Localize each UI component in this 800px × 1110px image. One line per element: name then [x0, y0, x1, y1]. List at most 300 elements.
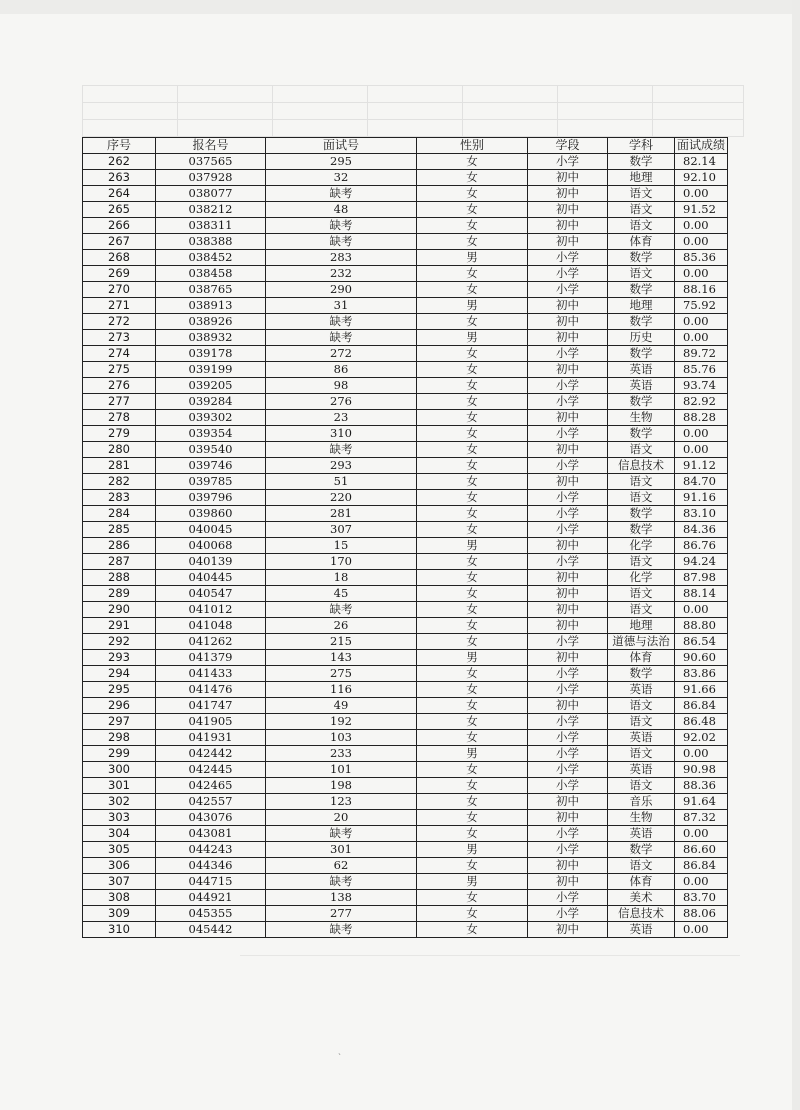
cell-registration-no: 039785 — [156, 474, 266, 490]
cell-score: 83.86 — [675, 666, 728, 682]
cell-interview-no: 277 — [266, 906, 417, 922]
table-row — [83, 778, 728, 794]
cell-registration-no: 040547 — [156, 586, 266, 602]
cell-registration-no: 039354 — [156, 426, 266, 442]
cell-seq: 285 — [83, 522, 156, 538]
cell-gender: 女 — [417, 778, 528, 794]
cell-seq: 266 — [83, 218, 156, 234]
cell-subject: 语文 — [608, 474, 675, 490]
cell-gender: 女 — [417, 394, 528, 410]
cell-registration-no: 042557 — [156, 794, 266, 810]
cell-interview-no: 232 — [266, 266, 417, 282]
cell-seq: 306 — [83, 858, 156, 874]
cell-seq: 301 — [83, 778, 156, 794]
cell-stage: 初中 — [528, 298, 608, 314]
cell-interview-no: 272 — [266, 346, 417, 362]
cell-interview-no: 26 — [266, 618, 417, 634]
cell-stage: 小学 — [528, 522, 608, 538]
cell-subject: 英语 — [608, 762, 675, 778]
cell-seq: 280 — [83, 442, 156, 458]
cell-subject: 数学 — [608, 282, 675, 298]
cell-registration-no: 044715 — [156, 874, 266, 890]
table-row — [83, 506, 728, 522]
cell-stage: 初中 — [528, 698, 608, 714]
table-row — [83, 394, 728, 410]
cell-gender: 女 — [417, 634, 528, 650]
cell-interview-no: 86 — [266, 362, 417, 378]
cell-subject: 数学 — [608, 522, 675, 538]
cell-stage: 初中 — [528, 410, 608, 426]
cell-registration-no: 038765 — [156, 282, 266, 298]
cell-gender: 女 — [417, 906, 528, 922]
cell-stage: 小学 — [528, 266, 608, 282]
cell-interview-no: 143 — [266, 650, 417, 666]
cell-registration-no: 040068 — [156, 538, 266, 554]
cell-score: 0.00 — [675, 442, 728, 458]
cell-interview-no: 275 — [266, 666, 417, 682]
cell-gender: 男 — [417, 298, 528, 314]
cell-seq: 275 — [83, 362, 156, 378]
cell-seq: 269 — [83, 266, 156, 282]
scan-top-edge — [0, 0, 800, 14]
cell-interview-no: 192 — [266, 714, 417, 730]
cell-score: 88.14 — [675, 586, 728, 602]
cell-seq: 276 — [83, 378, 156, 394]
cell-seq: 310 — [83, 922, 156, 938]
cell-registration-no: 040139 — [156, 554, 266, 570]
cell-gender: 女 — [417, 602, 528, 618]
cell-interview-no: 301 — [266, 842, 417, 858]
cell-subject: 体育 — [608, 234, 675, 250]
cell-score: 87.98 — [675, 570, 728, 586]
cell-stage: 初中 — [528, 650, 608, 666]
cell-gender: 男 — [417, 650, 528, 666]
cell-score: 86.60 — [675, 842, 728, 858]
cell-score: 82.14 — [675, 154, 728, 170]
cell-interview-no: 缺考 — [266, 314, 417, 330]
cell-seq: 278 — [83, 410, 156, 426]
cell-subject: 信息技术 — [608, 906, 675, 922]
cell-interview-no: 138 — [266, 890, 417, 906]
cell-subject: 信息技术 — [608, 458, 675, 474]
cell-interview-no: 缺考 — [266, 826, 417, 842]
table-row — [83, 410, 728, 426]
cell-gender: 女 — [417, 378, 528, 394]
cell-interview-no: 233 — [266, 746, 417, 762]
cell-subject: 道德与法治 — [608, 634, 675, 650]
cell-seq: 287 — [83, 554, 156, 570]
cell-registration-no: 041433 — [156, 666, 266, 682]
cell-score: 91.52 — [675, 202, 728, 218]
cell-score: 83.10 — [675, 506, 728, 522]
cell-score: 86.48 — [675, 714, 728, 730]
cell-score: 92.02 — [675, 730, 728, 746]
cell-interview-no: 307 — [266, 522, 417, 538]
cell-score: 0.00 — [675, 186, 728, 202]
cell-gender: 女 — [417, 890, 528, 906]
cell-interview-no: 123 — [266, 794, 417, 810]
cell-gender: 女 — [417, 714, 528, 730]
cell-stage: 初中 — [528, 538, 608, 554]
cell-stage: 小学 — [528, 762, 608, 778]
cell-score: 86.84 — [675, 698, 728, 714]
cell-score: 0.00 — [675, 234, 728, 250]
cell-gender: 女 — [417, 522, 528, 538]
cell-score: 82.92 — [675, 394, 728, 410]
cell-stage: 初中 — [528, 234, 608, 250]
cell-score: 91.12 — [675, 458, 728, 474]
cell-subject: 语文 — [608, 586, 675, 602]
cell-score: 86.84 — [675, 858, 728, 874]
cell-score: 91.16 — [675, 490, 728, 506]
cell-stage: 小学 — [528, 730, 608, 746]
cell-stage: 小学 — [528, 826, 608, 842]
header-subject: 学科 — [608, 138, 675, 154]
table-row — [83, 586, 728, 602]
table-row — [83, 250, 728, 266]
cell-registration-no: 038311 — [156, 218, 266, 234]
cell-score: 86.76 — [675, 538, 728, 554]
cell-subject: 语文 — [608, 186, 675, 202]
cell-seq: 299 — [83, 746, 156, 762]
cell-registration-no: 039860 — [156, 506, 266, 522]
cell-gender: 男 — [417, 874, 528, 890]
cell-stage: 初中 — [528, 922, 608, 938]
cell-stage: 初中 — [528, 330, 608, 346]
cell-gender: 女 — [417, 922, 528, 938]
cell-seq: 293 — [83, 650, 156, 666]
cell-subject: 生物 — [608, 410, 675, 426]
cell-interview-no: 缺考 — [266, 330, 417, 346]
cell-seq: 288 — [83, 570, 156, 586]
cell-subject: 地理 — [608, 170, 675, 186]
cell-registration-no: 038077 — [156, 186, 266, 202]
interview-score-table — [82, 137, 728, 938]
cell-stage: 初中 — [528, 794, 608, 810]
cell-score: 92.10 — [675, 170, 728, 186]
cell-seq: 273 — [83, 330, 156, 346]
table-row — [83, 714, 728, 730]
table-row — [83, 378, 728, 394]
cell-seq: 270 — [83, 282, 156, 298]
table-row — [83, 922, 728, 938]
cell-score: 91.66 — [675, 682, 728, 698]
cell-interview-no: 62 — [266, 858, 417, 874]
cell-stage: 初中 — [528, 618, 608, 634]
cell-registration-no: 044243 — [156, 842, 266, 858]
cell-subject: 语文 — [608, 218, 675, 234]
cell-gender: 女 — [417, 426, 528, 442]
cell-registration-no: 044346 — [156, 858, 266, 874]
cell-registration-no: 045355 — [156, 906, 266, 922]
cell-interview-no: 缺考 — [266, 602, 417, 618]
table-row — [83, 906, 728, 922]
cell-registration-no: 041476 — [156, 682, 266, 698]
cell-score: 89.72 — [675, 346, 728, 362]
cell-seq: 272 — [83, 314, 156, 330]
cell-subject: 语文 — [608, 778, 675, 794]
cell-subject: 美术 — [608, 890, 675, 906]
cell-score: 93.74 — [675, 378, 728, 394]
cell-seq: 309 — [83, 906, 156, 922]
table-row — [83, 426, 728, 442]
cell-stage: 小学 — [528, 666, 608, 682]
cell-registration-no: 039205 — [156, 378, 266, 394]
cell-seq: 282 — [83, 474, 156, 490]
cell-score: 88.16 — [675, 282, 728, 298]
cell-subject: 语文 — [608, 554, 675, 570]
cell-score: 86.54 — [675, 634, 728, 650]
cell-registration-no: 038932 — [156, 330, 266, 346]
cell-subject: 语文 — [608, 698, 675, 714]
cell-interview-no: 98 — [266, 378, 417, 394]
cell-registration-no: 039199 — [156, 362, 266, 378]
cell-interview-no: 51 — [266, 474, 417, 490]
cell-seq: 286 — [83, 538, 156, 554]
cell-score: 0.00 — [675, 826, 728, 842]
cell-interview-no: 48 — [266, 202, 417, 218]
cell-gender: 女 — [417, 346, 528, 362]
cell-interview-no: 缺考 — [266, 218, 417, 234]
cell-gender: 女 — [417, 202, 528, 218]
cell-stage: 小学 — [528, 506, 608, 522]
cell-interview-no: 缺考 — [266, 442, 417, 458]
cell-subject: 数学 — [608, 426, 675, 442]
cell-subject: 生物 — [608, 810, 675, 826]
cell-subject: 地理 — [608, 618, 675, 634]
cell-stage: 初中 — [528, 170, 608, 186]
cell-gender: 女 — [417, 826, 528, 842]
table-row — [83, 202, 728, 218]
cell-subject: 数学 — [608, 666, 675, 682]
table-row — [83, 730, 728, 746]
cell-seq: 292 — [83, 634, 156, 650]
cell-stage: 初中 — [528, 858, 608, 874]
cell-subject: 数学 — [608, 154, 675, 170]
cell-stage: 初中 — [528, 362, 608, 378]
cell-score: 83.70 — [675, 890, 728, 906]
cell-score: 87.32 — [675, 810, 728, 826]
cell-seq: 298 — [83, 730, 156, 746]
cell-interview-no: 290 — [266, 282, 417, 298]
cell-gender: 男 — [417, 538, 528, 554]
cell-subject: 英语 — [608, 826, 675, 842]
cell-registration-no: 041262 — [156, 634, 266, 650]
cell-registration-no: 042445 — [156, 762, 266, 778]
cell-subject: 化学 — [608, 538, 675, 554]
cell-subject: 语文 — [608, 266, 675, 282]
cell-subject: 数学 — [608, 506, 675, 522]
cell-registration-no: 039178 — [156, 346, 266, 362]
table-row — [83, 442, 728, 458]
cell-gender: 女 — [417, 554, 528, 570]
cell-registration-no: 041747 — [156, 698, 266, 714]
table-row — [83, 346, 728, 362]
cell-stage: 初中 — [528, 314, 608, 330]
cell-stage: 初中 — [528, 586, 608, 602]
cell-seq: 274 — [83, 346, 156, 362]
cell-interview-no: 283 — [266, 250, 417, 266]
cell-gender: 女 — [417, 314, 528, 330]
cell-interview-no: 295 — [266, 154, 417, 170]
table-row — [83, 282, 728, 298]
cell-stage: 小学 — [528, 154, 608, 170]
header-interview-no: 面试号 — [266, 138, 417, 154]
table-row — [83, 666, 728, 682]
cell-interview-no: 缺考 — [266, 922, 417, 938]
cell-seq: 297 — [83, 714, 156, 730]
cell-interview-no: 116 — [266, 682, 417, 698]
cell-subject: 英语 — [608, 922, 675, 938]
cell-interview-no: 220 — [266, 490, 417, 506]
cell-score: 90.98 — [675, 762, 728, 778]
cell-registration-no: 039796 — [156, 490, 266, 506]
cell-registration-no: 039302 — [156, 410, 266, 426]
cell-subject: 语文 — [608, 202, 675, 218]
cell-subject: 英语 — [608, 682, 675, 698]
cell-interview-no: 310 — [266, 426, 417, 442]
cell-stage: 小学 — [528, 842, 608, 858]
cell-stage: 初中 — [528, 602, 608, 618]
cell-score: 88.36 — [675, 778, 728, 794]
table-row — [83, 842, 728, 858]
cell-stage: 小学 — [528, 746, 608, 762]
cell-seq: 283 — [83, 490, 156, 506]
cell-stage: 初中 — [528, 218, 608, 234]
table-row — [83, 554, 728, 570]
cell-score: 88.80 — [675, 618, 728, 634]
cell-seq: 267 — [83, 234, 156, 250]
cell-registration-no: 038452 — [156, 250, 266, 266]
cell-score: 88.06 — [675, 906, 728, 922]
cell-registration-no: 041379 — [156, 650, 266, 666]
cell-stage: 小学 — [528, 378, 608, 394]
table-row — [83, 154, 728, 170]
cell-registration-no: 043076 — [156, 810, 266, 826]
cell-seq: 263 — [83, 170, 156, 186]
cell-stage: 小学 — [528, 282, 608, 298]
cell-seq: 303 — [83, 810, 156, 826]
table-row — [83, 266, 728, 282]
cell-seq: 308 — [83, 890, 156, 906]
cell-registration-no: 038458 — [156, 266, 266, 282]
cell-score: 0.00 — [675, 426, 728, 442]
cell-seq: 290 — [83, 602, 156, 618]
table-row — [83, 650, 728, 666]
cell-stage: 初中 — [528, 474, 608, 490]
cell-stage: 小学 — [528, 490, 608, 506]
cell-gender: 男 — [417, 330, 528, 346]
cell-seq: 307 — [83, 874, 156, 890]
cell-interview-no: 49 — [266, 698, 417, 714]
cell-seq: 304 — [83, 826, 156, 842]
cell-seq: 291 — [83, 618, 156, 634]
cell-seq: 262 — [83, 154, 156, 170]
cell-subject: 音乐 — [608, 794, 675, 810]
table-row — [83, 634, 728, 650]
cell-stage: 初中 — [528, 874, 608, 890]
cell-score: 85.76 — [675, 362, 728, 378]
cell-gender: 女 — [417, 794, 528, 810]
scan-speck: ˎ — [338, 1046, 341, 1056]
cell-interview-no: 103 — [266, 730, 417, 746]
cell-score: 88.28 — [675, 410, 728, 426]
table-row — [83, 538, 728, 554]
table-row — [83, 570, 728, 586]
cell-interview-no: 18 — [266, 570, 417, 586]
table-row — [83, 810, 728, 826]
cell-seq: 268 — [83, 250, 156, 266]
table-row — [83, 362, 728, 378]
cell-seq: 281 — [83, 458, 156, 474]
cell-registration-no: 038926 — [156, 314, 266, 330]
cell-stage: 小学 — [528, 426, 608, 442]
cell-registration-no: 041931 — [156, 730, 266, 746]
cell-gender: 女 — [417, 282, 528, 298]
cell-subject: 数学 — [608, 250, 675, 266]
cell-subject: 语文 — [608, 490, 675, 506]
cell-stage: 小学 — [528, 634, 608, 650]
table-row — [83, 522, 728, 538]
cell-seq: 284 — [83, 506, 156, 522]
cell-seq: 305 — [83, 842, 156, 858]
cell-gender: 女 — [417, 810, 528, 826]
cell-registration-no: 040045 — [156, 522, 266, 538]
cell-gender: 女 — [417, 234, 528, 250]
cell-stage: 小学 — [528, 250, 608, 266]
cell-gender: 女 — [417, 698, 528, 714]
cell-stage: 小学 — [528, 890, 608, 906]
table-row — [83, 826, 728, 842]
cell-stage: 小学 — [528, 394, 608, 410]
cell-registration-no: 039746 — [156, 458, 266, 474]
cell-subject: 英语 — [608, 378, 675, 394]
table-row — [83, 682, 728, 698]
cell-score: 0.00 — [675, 922, 728, 938]
cell-interview-no: 32 — [266, 170, 417, 186]
cell-gender: 女 — [417, 186, 528, 202]
cell-score: 94.24 — [675, 554, 728, 570]
header-gender: 性别 — [417, 138, 528, 154]
table-row — [83, 890, 728, 906]
cell-seq: 265 — [83, 202, 156, 218]
table-row — [83, 218, 728, 234]
table-row — [83, 602, 728, 618]
cell-registration-no: 045442 — [156, 922, 266, 938]
table-row — [83, 314, 728, 330]
cell-registration-no: 038212 — [156, 202, 266, 218]
cell-score: 0.00 — [675, 330, 728, 346]
cell-gender: 女 — [417, 730, 528, 746]
cell-seq: 295 — [83, 682, 156, 698]
cell-interview-no: 293 — [266, 458, 417, 474]
cell-gender: 女 — [417, 618, 528, 634]
cell-gender: 女 — [417, 218, 528, 234]
cell-stage: 小学 — [528, 554, 608, 570]
cell-subject: 英语 — [608, 362, 675, 378]
cell-registration-no: 038388 — [156, 234, 266, 250]
cell-interview-no: 170 — [266, 554, 417, 570]
cell-gender: 女 — [417, 442, 528, 458]
cell-gender: 女 — [417, 506, 528, 522]
cell-interview-no: 198 — [266, 778, 417, 794]
cell-stage: 小学 — [528, 714, 608, 730]
table-header-row — [83, 138, 728, 154]
cell-registration-no: 044921 — [156, 890, 266, 906]
header-registration-no: 报名号 — [156, 138, 266, 154]
table-row — [83, 474, 728, 490]
table-row — [83, 762, 728, 778]
